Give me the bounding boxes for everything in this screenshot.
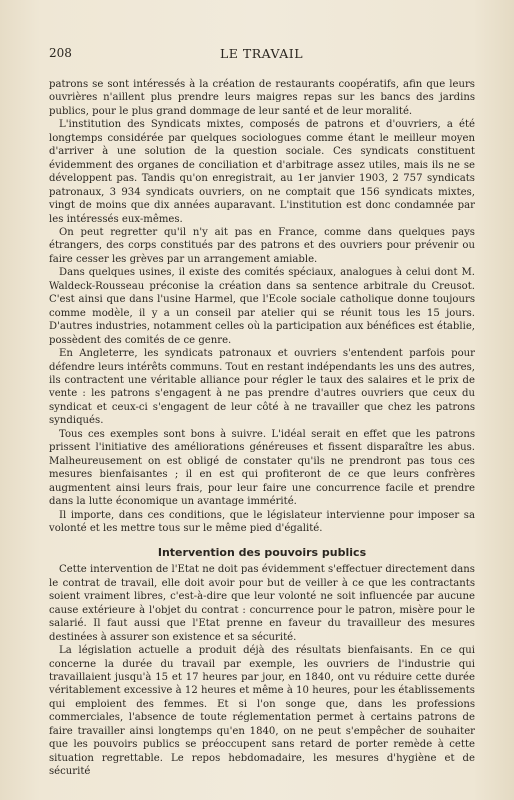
page-body xyxy=(49,78,475,779)
paragraph: Dans quelques usines, il existe des comités spéciaux, analogues à celui dont M. Waldeck-Rousseau préconise la création dans sa sentence arbitrale du Creusot. C'est ainsi que dans l'usine Harmel, que l'Ecole sociale catholique donne toujours comme modèle, il y a un conseil par atelier qui se réunit tous les 15 jours. D'autres industries, notamment celles où la participation aux bénéfices est établie, possèdent des comités de ce genre. xyxy=(49,267,475,346)
paragraph: En Angleterre, les syndicats patronaux et ouvriers s'entendent parfois pour défendre leurs intérêts communs. Tout en restant indépendants les uns des autres, ils contractent une véritable alliance pour régler le taux des salaires et le prix de vente : les patrons s'engagent à ne pas prendre d'autres ouvriers que ceux du syndicat et ceux-ci s'engagent de leur côté à ne travailler que chez les patrons syndiqués. xyxy=(49,348,475,427)
page-header xyxy=(49,46,474,62)
running-head: LE TRAVAIL xyxy=(220,46,303,61)
paragraph: Il importe, dans ces conditions, que le législateur intervienne pour imposer sa volonté et les mettre tous sur le même pied d'égalité. xyxy=(49,509,475,534)
section-title: Intervention des pouvoirs publics xyxy=(157,546,367,560)
paragraph: Tous ces exemples sont bons à suivre. L'idéal serait en effet que les patrons prissent l'initiative des améliorations généreuses et fissent disparaître les abus. Malheureusement on est obligé de constater qu'ils ne prendront pas tous ces mesures bienfaisantes ; il en est qui profiteront de ce que leurs confrères augmentent ainsi leurs frais, pour leur faire une concurrence facile et prendre dans la lutte économique un avantage immérité. xyxy=(49,428,475,508)
paragraph: On peut regretter qu'il n'y ait pas en France, comme dans quelques pays étrangers, des corps constitués par des patrons et des ouvriers pour prévenir ou faire cesser les grèves par un arrangement amiable. xyxy=(49,226,475,265)
paragraph: Cette intervention de l'Etat ne doit pas évidemment s'effectuer directement dans le contrat de travail, elle doit avoir pour but de veiller à ce que les contractants soient vraiment libres, c'est-à-dire que leur volonté ne soit influencée par aucune cause extérieure à l'objet du contrat : concurrence pour le patron, misère pour le salarié. Il faut aussi que l'Etat prenne en faveur du travailleur des mesures destinées à assurer son existence et sa sécurité. xyxy=(49,564,475,643)
paragraph: La législation actuelle a produit déjà des résultats bienfaisants. En ce qui concerne la durée du travail par exemple, les ouvriers de l'industrie qui travaillaient jusqu'à 15 et 17 heures par jour, en 1840, ont vu réduire cette durée véritablement excessive à 12 heures et même à 10 heures, pour les établissements qui emploient des femmes. Et si l'on songe que, dans les professions commerciales, l'absence de toute réglementation permet à certains patrons de faire travailler ainsi longtemps qu'en 1840, on ne peut s'empêcher de souhaiter que les pouvoirs publics se préoccupent sans retard de porter remède à cette situation regrettable. Le repos hebdomadaire, les mesures d'hygiène et de sécurité xyxy=(49,645,475,778)
paragraph: L'institution des Syndicats mixtes, composés de patrons et d'ouvriers, a été longtemps considérée par quelques sociologues comme étant le meilleur moyen d'arriver à une solution de la question sociale. Ces syndicats constituent évidemment des organes de conciliation et d'arbitrage assez utiles, mais ils ne se développent pas. Tandis qu'on enregistrait, au 1er janvier 1903, 2 757 syndicats patronaux, 3 934 syndicats ouvriers, on ne comptait que 156 syndicats mixtes, vingt de moins que dix années auparavant. L'institution est donc condamnée par les intéressés eux-mêmes. xyxy=(49,119,475,225)
page-number: 208 xyxy=(49,46,72,60)
paragraph: patrons se sont intéressés à la création de restaurants coopératifs, afin que leurs ouvrières n'aillent plus prendre leurs maigres repas sur les bancs des jardins publics, pour le plus grand dommage de leur santé et de leur moralité. xyxy=(49,79,475,117)
